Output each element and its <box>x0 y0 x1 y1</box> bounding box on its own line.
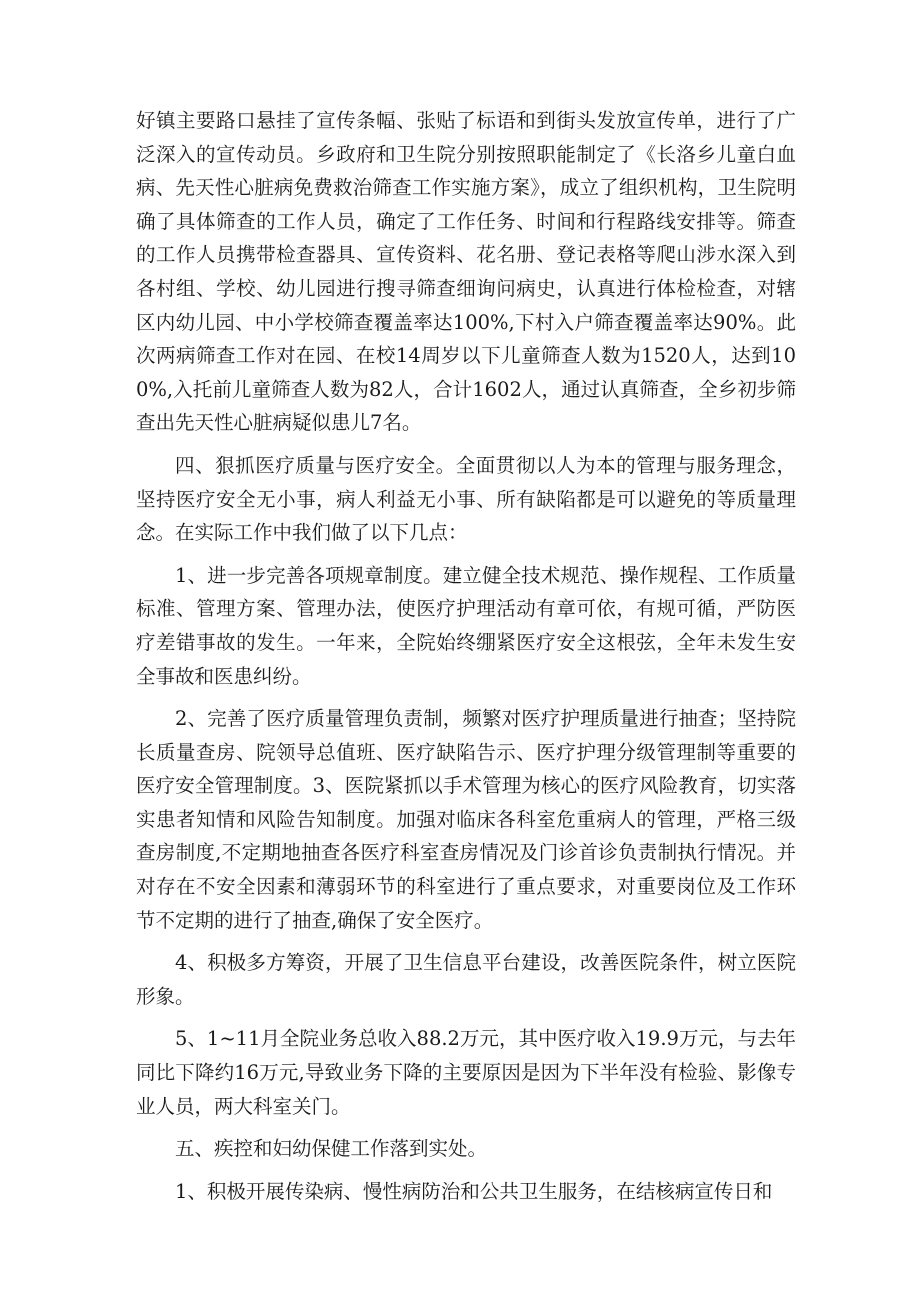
paragraph-item-4-fundraising: 4、积极多方筹资，开展了卫生信息平台建设，改善医院条件，树立医院形象。 <box>136 951 796 1008</box>
paragraph-item-1-regulations: 1、进一步完善各项规章制度。建立健全技术规范、操作规程、工作质量标准、管理方案、管理办法，使医疗护理活动有章可依，有规可循，严防医疗差错事故的发生。一年来，全院始终绷紧医疗安全这根弦，全年未发生安全事故和医患纠纷。 <box>136 563 796 688</box>
paragraph-section-four-heading: 四、狠抓医疗质量与医疗安全。全面贯彻以人为本的管理与服务理念，坚持医疗安全无小事，病人利益无小事、所有缺陷都是可以避免的等质量理念。在实际工作中我们做了以下几点： <box>136 453 796 545</box>
paragraph-section-five-heading: 五、疾控和妇幼保健工作落到实处。 <box>175 1137 488 1161</box>
paragraph-item-5-revenue: 5、1~11月全院业务总收入88.2万元，其中医疗收入19.9万元，与去年同比下降约16万元,导致业务下降的主要原因是因为下半年没有检验、影像专业人员，两大科室关门。 <box>136 1027 796 1118</box>
paragraph-section-five-item-1: 1、积极开展传染病、慢性病防治和公共卫生服务，在结核病宣传日和 <box>175 1179 773 1203</box>
paragraph-item-2-3-quality-management: 2、完善了医疗质量管理负责制，频繁对医疗护理质量进行抽查；坚持院长质量查房、院领导总值班、医疗缺陷告示、医疗护理分级管理制等重要的医疗安全管理制度。3、医院紧抓以手术管理为核心的医疗风险教育，切实落实患者知情和风险告知制度。加强对临床各科室危重病人的管理，严格三级查房制度,不定期地抽查各医疗科室查房情况及门诊首诊负责制执行情况。并对存在不安全因素和薄弱环节的科室进行了重点要求，对重要岗位及工作环节不定期的进行了抽查,确保了安全医疗。 <box>136 707 796 932</box>
document-body <box>136 104 796 1208</box>
paragraph-screening-continued: 好镇主要路口悬挂了宣传条幅、张贴了标语和到街头发放宣传单，进行了广泛深入的宣传动员。乡政府和卫生院分别按照职能制定了《长洛乡儿童白血病、先天性心脏病免费救治筛查工作实施方案》，成立了组织机构，卫生院明确了具体筛查的工作人员，确定了工作任务、时间和行程路线安排等。筛查的工作人员携带检查器具、宣传资料、花名册、登记表格等爬山涉水深入到各村组、学校、幼儿园进行搜寻筛查细询问病史，认真进行体检检查，对辖区内幼儿园、中小学校筛查覆盖率达100%,下村入户筛查覆盖率达90%。此次两病筛查工作对在园、在校14周岁以下儿童筛查人数为1520人，达到100%,入托前儿童筛查人数为82人，合计1602人，通过认真筛查，全乡初步筛查出先天性心脏病疑似患儿7名。 <box>136 109 796 435</box>
